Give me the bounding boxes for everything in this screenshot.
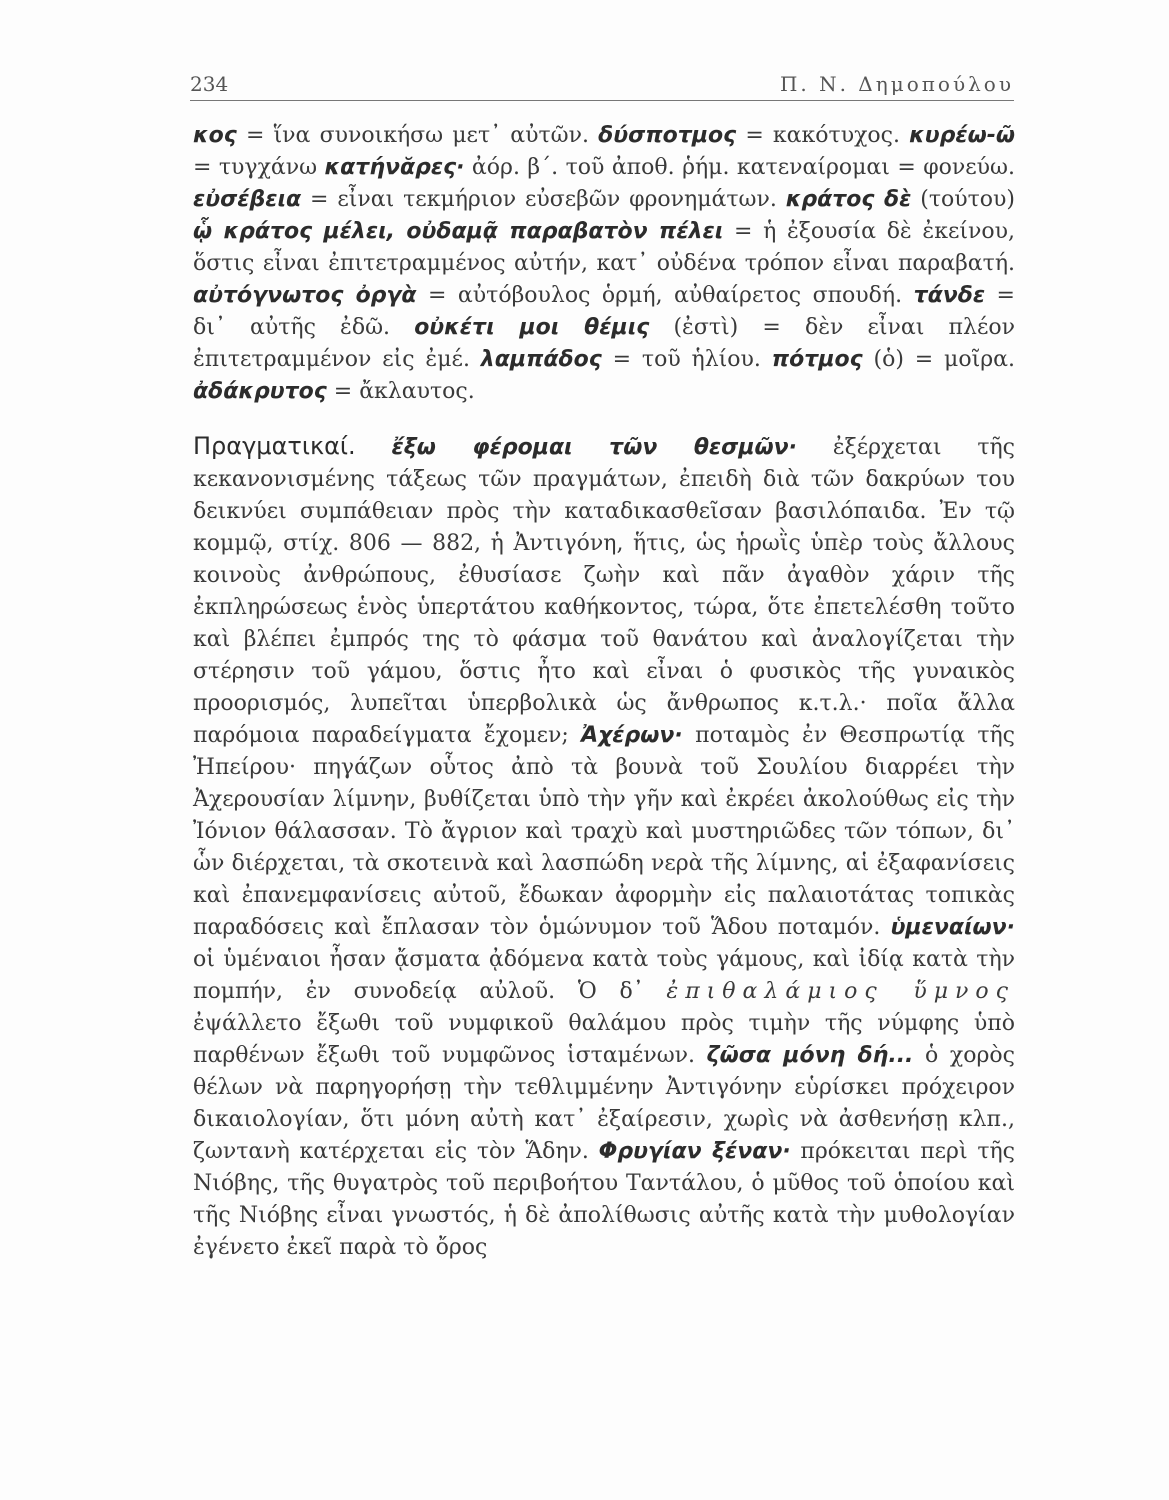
- body-text: [193, 120, 1015, 1264]
- page-number: 234: [190, 72, 229, 96]
- commentary-paragraph: [193, 430, 1015, 1264]
- glossary-paragraph: [193, 120, 1015, 408]
- lemma-term: ὑμεναίων·: [890, 915, 1015, 940]
- text-run: = δι᾽ αὐτῆς ἐδῶ.: [193, 283, 1015, 340]
- lemma-term: κατήνᾰρες·: [324, 155, 465, 180]
- lemma-term: ἀδάκρυτος: [193, 379, 327, 404]
- lemma-term: εὐσέβεια: [193, 187, 302, 212]
- text-run: ὁ χορὸς θέλων νὰ παρηγορήσῃ τὴν τεθλιμμένην Ἀντιγόνην εὑρίσκει πρόχειρον δικαιολογίαν, ὅτι μόνη αὐτὴ κατ᾽ ἐξαίρεσιν, χωρὶς νὰ ἀσθενήσῃ κλπ., ζωντανὴ κατέρχεται εἰς τὸν Ἅδην.: [193, 1043, 1015, 1164]
- lemma-term: οὐκέτι μοι θέμις: [414, 315, 650, 340]
- text-run: = ἄκλαυτος.: [326, 379, 475, 404]
- text-run: ποταμὸς ἐν Θεσπρωτίᾳ τῆς Ἠπείρου· πηγάζων οὗτος ἀπὸ τὰ βουνὰ τοῦ Σουλίου διαρρέει τὴν Ἀχερουσίαν λίμνην, βυθίζεται ὑπὸ τὴν γῆν καὶ ἐκρέει ἀκολούθως εἰς τὴν Ἰόνιον θάλασσαν. Τὸ ἄγριον καὶ τραχὺ καὶ μυστηριῶδες τῶν τόπων, δι᾽ ὧν διέρχεται, τὰ σκοτεινὰ καὶ λασπώδη νερὰ τῆς λίμνης, αἱ ἐξαφανίσεις καὶ ἐπανεμφανίσεις αὐτοῦ, ἔδωκαν ἀφορμὴν εἰς παλαιοτάτας τοπικὰς παραδόσεις καὶ ἔπλασαν τὸν ὁμώνυμον τοῦ Ἅδου ποταμόν.: [193, 723, 1015, 940]
- spaced-term: ἐπιθαλάμιος ὕμνος: [666, 979, 1015, 1004]
- text-run: (ἐστὶ) = δὲν εἶναι πλέον ἐπιτετραμμένον εἰς ἐμέ.: [193, 315, 1015, 372]
- text-run: = ἡ ἐξουσία δὲ ἐκείνου, ὅστις εἶναι ἐπιτετραμμένος αὐτήν, κατ᾽ οὐδένα τρόπον εἶναι παραβατή.: [193, 219, 1015, 276]
- lemma-term: ᾧ κράτος μέλει, οὐδαμᾷ παραβατὸν πέλει: [193, 219, 724, 244]
- text-run: (τούτου): [911, 187, 1015, 212]
- running-head: [190, 66, 1014, 101]
- text-run: = εἶναι τεκμήριον εὐσεβῶν φρονημάτων.: [301, 187, 786, 212]
- lemma-term: αὐτόγνωτος ὀργὰ: [193, 283, 417, 308]
- running-head-author: Π. Ν. Δημοπούλου: [779, 72, 1014, 96]
- lemma-term: κράτος δὲ: [785, 187, 912, 212]
- text-run: πρόκειται περὶ τῆς Νιόβης, τῆς θυγατρὸς τοῦ περιβοήτου Ταντάλου, ὁ μῦθος τοῦ ὁποίου καὶ τῆς Νιόβης εἶναι γνωστός, ἡ δὲ ἀπολίθωσις αὐτῆς κατὰ τὴν μυθολογίαν ἐγένετο ἐκεῖ παρὰ τὸ ὄρος: [193, 1139, 1016, 1260]
- text-run: ἀόρ. β΄. τοῦ ἀποθ. ῥήμ. κατεναίρομαι = φονεύω.: [464, 155, 1015, 180]
- lemma-term: λαμπάδος: [480, 347, 602, 372]
- text-run: οἱ ὑμέναιοι ἦσαν ᾄσματα ᾀδόμενα κατὰ τοὺς γάμους, καὶ ἰδίᾳ κατὰ τὴν πομπήν, ἐν συνοδείᾳ αὐλοῦ. Ὁ δ᾽: [193, 947, 1015, 1004]
- text-run: [356, 435, 392, 460]
- text-run: = τοῦ ἡλίου.: [601, 347, 772, 372]
- lemma-term: τάνδε: [913, 283, 986, 308]
- lemma-term: Φρυγίαν ξέναν·: [598, 1139, 791, 1164]
- section-heading: Πραγματικαί.: [193, 432, 356, 460]
- text-run: = τυγχάνω: [193, 155, 325, 180]
- text-run: ἐξέρχεται τῆς κεκανονισμένης τάξεως τῶν πραγμάτων, ἐπειδὴ διὰ τῶν δακρύων του δεικνύει συμπάθειαν πρὸς τὴν καταδικασθεῖσαν βασιλόπαιδα. Ἐν τῷ κομμῷ, στίχ. 806 — 882, ἡ Ἀντιγόνη, ἥτις, ὡς ἡρωῒς ὑπὲρ τοὺς ἄλλους κοινοὺς ἀνθρώπους, ἐθυσίασε ζωὴν καὶ πᾶν ἀγαθὸν χάριν τῆς ἐκπληρώσεως ἑνὸς ὑπερτάτου καθήκοντος, τώρα, ὅτε ἐπετελέσθη τοῦτο καὶ βλέπει ἐμπρός της τὸ φάσμα τοῦ θανάτου καὶ ἀναλογίζεται τὴν στέρησιν τοῦ γάμου, ὅστις ἦτο καὶ εἶναι ὁ φυσικὸς τῆς γυναικὸς προορισμός, λυπεῖται ὑπερβολικὰ ὡς ἄνθρωπος κ.τ.λ.· ποῖα ἄλλα παρόμοια παραδείγματα ἔχομεν;: [193, 435, 1015, 748]
- lemma-term: κυρέω-ῶ: [909, 123, 1015, 148]
- text-run: ἐψάλλετο ἔξωθι τοῦ νυμφικοῦ θαλάμου πρὸς τιμὴν τῆς νύμφης ὑπὸ παρθένων ἔξωθι τοῦ νυμφῶνος ἱσταμένων.: [193, 1011, 1015, 1068]
- text-run: = κακότυχος.: [736, 123, 910, 148]
- lemma-term: δύσποτμος: [598, 123, 737, 148]
- text-run: = ἵνα συνοικήσω μετ᾽ αὐτῶν.: [236, 123, 599, 148]
- text-run: (ὁ) = μοῖρα.: [862, 347, 1015, 372]
- lemma-term: πότμος: [771, 347, 863, 372]
- text-run: = αὐτόβουλος ὁρμή, αὐθαίρετος σπουδή.: [416, 283, 914, 308]
- lemma-term: Ἀχέρων·: [581, 723, 683, 748]
- lemma-term: κος: [193, 123, 237, 148]
- lemma-term: ζῶσα μόνη δή...: [706, 1043, 914, 1068]
- lemma-term: ἔξω φέρομαι τῶν θεσμῶν·: [391, 435, 797, 460]
